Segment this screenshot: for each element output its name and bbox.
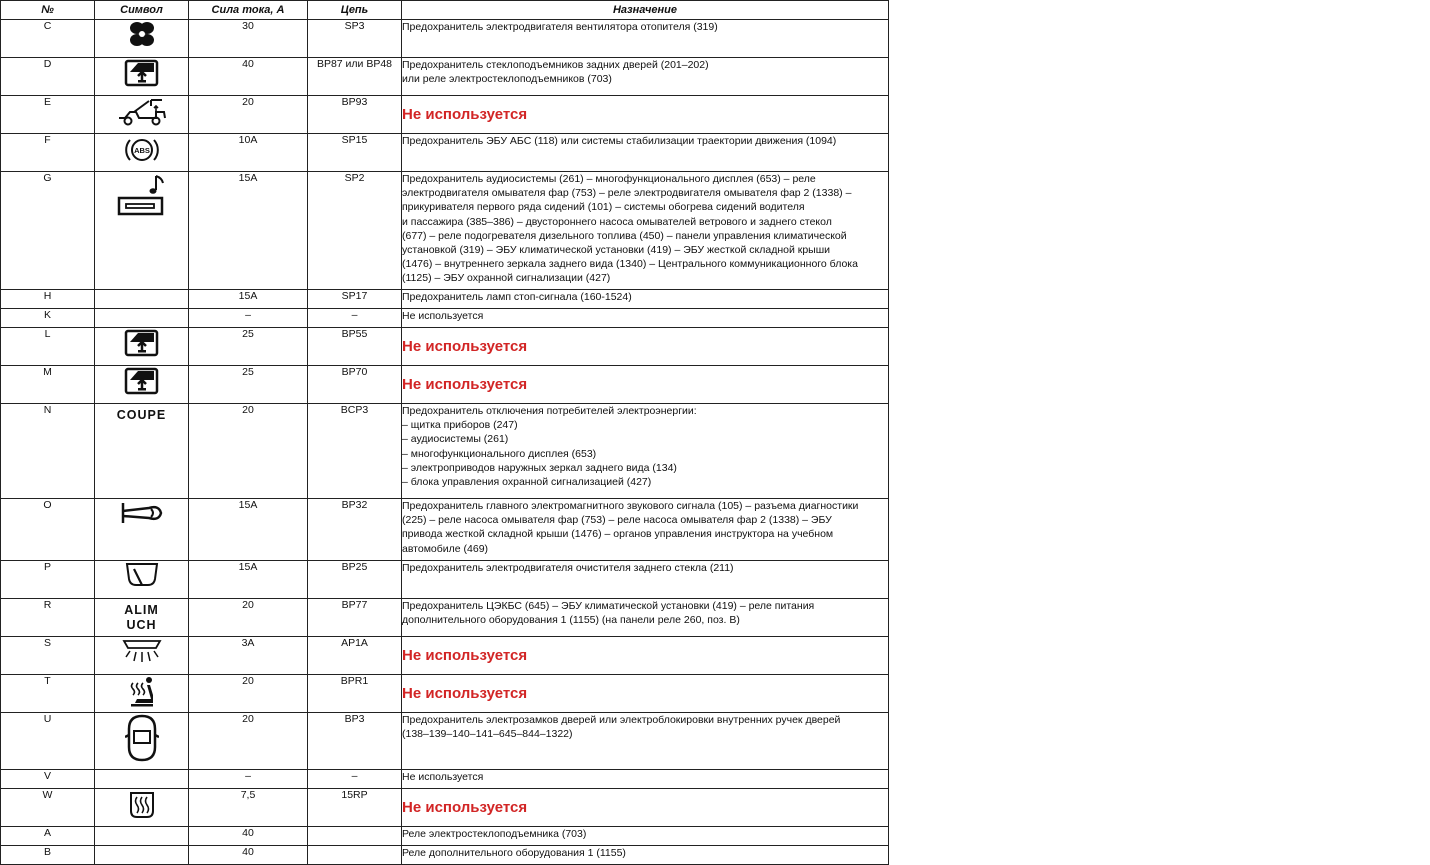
fuse-circuit: SP2 <box>308 172 402 290</box>
fuse-symbol <box>95 96 189 134</box>
fuse-current: – <box>189 770 308 789</box>
fuse-circuit: BP25 <box>308 561 402 599</box>
rear-wiper-icon <box>95 561 188 591</box>
table-row <box>1 309 889 328</box>
fuse-circuit: SP17 <box>308 290 402 309</box>
fuse-symbol <box>95 846 189 865</box>
unused-label: Не используется <box>402 106 528 123</box>
fuse-circuit: BP32 <box>308 499 402 561</box>
table-row <box>1 404 889 499</box>
fuse-purpose <box>402 96 889 134</box>
purpose-line: Предохранитель электродвигателя очистителя заднего стекла (211) <box>402 562 734 574</box>
purpose-line: Не используется <box>402 771 484 783</box>
fuse-purpose <box>402 713 889 770</box>
horn-icon <box>95 499 188 529</box>
symbol-label: COUPE <box>116 408 167 422</box>
table-row <box>1 366 889 404</box>
fuse-id: V <box>1 770 95 789</box>
purpose-line: прикуривателя первого ряда сидений (101) – системы обогрева сидений водителя <box>402 201 805 214</box>
fuse-circuit: – <box>308 309 402 328</box>
fuse-id: T <box>1 675 95 713</box>
fuse-current: 15A <box>189 499 308 561</box>
fuse-id: P <box>1 561 95 599</box>
fuse-current: 25 <box>189 366 308 404</box>
table-row <box>1 846 889 865</box>
abs-icon <box>95 134 188 166</box>
fuse-symbol <box>95 770 189 789</box>
purpose-line: – электроприводов наружных зеркал заднего вида (134) <box>402 461 677 474</box>
fuse-purpose <box>402 846 889 865</box>
fuse-circuit: AP1A <box>308 637 402 675</box>
fuse-current: 15A <box>189 290 308 309</box>
fuse-symbol <box>95 637 189 675</box>
purpose-line: Реле дополнительного оборудования 1 (1155) <box>402 847 626 859</box>
fuse-id: L <box>1 328 95 366</box>
fuse-current: 20 <box>189 599 308 637</box>
purpose-line: – блока управления охранной сигнализацией (427) <box>402 476 652 489</box>
fuse-current: 15A <box>189 172 308 290</box>
fuse-circuit <box>308 827 402 846</box>
fuse-symbol <box>95 134 189 172</box>
fuse-current: 20 <box>189 713 308 770</box>
fuse-symbol <box>95 172 189 290</box>
purpose-line: автомобиле (469) <box>402 542 489 555</box>
table-row <box>1 58 889 96</box>
fuse-purpose <box>402 637 889 675</box>
fuse-current: 20 <box>189 675 308 713</box>
fuse-symbol <box>95 789 189 827</box>
header-current: Сила тока, А <box>189 1 308 20</box>
purpose-line: установкой (319) – ЭБУ климатической установки (419) – ЭБУ жесткой складной крыши <box>402 244 831 257</box>
fuse-symbol <box>95 20 189 58</box>
fuse-circuit: BPR1 <box>308 675 402 713</box>
fuse-id: K <box>1 309 95 328</box>
purpose-line: Предохранитель отключения потребителей электроэнергии: <box>402 405 697 417</box>
fuse-purpose <box>402 561 889 599</box>
purpose-line: Предохранитель электрозамков дверей или электроблокировки внутренних ручек дверей <box>402 714 841 726</box>
fuse-circuit: 15RP <box>308 789 402 827</box>
door-lock-icon <box>95 713 188 763</box>
purpose-line: привода жесткой складной крыши (1476) – органов управления инструктора на учебном <box>402 528 834 541</box>
table-row <box>1 134 889 172</box>
table-row <box>1 713 889 770</box>
purpose-line: Предохранитель электродвигателя вентилятора отопителя (319) <box>402 21 718 33</box>
fuse-purpose <box>402 328 889 366</box>
fuse-current: 40 <box>189 58 308 96</box>
purpose-line: – щитка приборов (247) <box>402 419 518 432</box>
fuse-purpose <box>402 599 889 637</box>
fuse-id: G <box>1 172 95 290</box>
unused-label: Не используется <box>402 376 528 393</box>
header-symbol: Символ <box>95 1 189 20</box>
fuse-id: W <box>1 789 95 827</box>
purpose-line: Предохранитель ЭБУ АБС (118) или системы стабилизации траектории движения (1094) <box>402 135 837 147</box>
fuse-symbol <box>95 599 189 637</box>
fuse-id: O <box>1 499 95 561</box>
fuse-current: 3A <box>189 637 308 675</box>
fuse-symbol <box>95 290 189 309</box>
table-row <box>1 172 889 290</box>
fuse-id: H <box>1 290 95 309</box>
table-row <box>1 637 889 675</box>
window-lift-icon <box>95 58 188 88</box>
fuse-circuit: – <box>308 770 402 789</box>
purpose-line: или реле электростеклоподъемников (703) <box>402 73 612 86</box>
unused-label: Не используется <box>402 685 528 702</box>
fuse-symbol <box>95 713 189 770</box>
purpose-line: Предохранитель ЦЭКБС (645) – ЭБУ климатической установки (419) – реле питания <box>402 600 815 612</box>
fuse-current: 25 <box>189 328 308 366</box>
fuse-purpose <box>402 172 889 290</box>
window-lift-icon <box>95 366 188 396</box>
fuse-current: 7,5 <box>189 789 308 827</box>
fuse-purpose <box>402 675 889 713</box>
rear-defrost-icon <box>95 789 188 821</box>
fan-icon <box>95 20 188 48</box>
symbol-label: UCH <box>126 618 157 632</box>
fuse-circuit: BP77 <box>308 599 402 637</box>
fuse-symbol <box>95 499 189 561</box>
header-purpose: Назначение <box>402 1 889 20</box>
fuse-current: 40 <box>189 846 308 865</box>
fuse-current: 20 <box>189 404 308 499</box>
fuse-purpose <box>402 499 889 561</box>
table-row <box>1 827 889 846</box>
fuse-circuit: BCP3 <box>308 404 402 499</box>
fuse-purpose <box>402 404 889 499</box>
purpose-line: Предохранитель ламп стоп-сигнала (160-1524) <box>402 291 632 303</box>
fuse-symbol <box>95 561 189 599</box>
purpose-line: дополнительного оборудования 1 (1155) (на панели реле 260, поз. В) <box>402 614 740 627</box>
table-row <box>1 499 889 561</box>
fuse-circuit: SP15 <box>308 134 402 172</box>
purpose-line: электродвигателя омывателя фар (753) – реле электродвигателя омывателя фар 2 (1338) – <box>402 187 852 200</box>
purpose-line: Предохранитель аудиосистемы (261) – многофункционального дисплея (653) – реле <box>402 173 816 185</box>
fuse-purpose <box>402 134 889 172</box>
table-row <box>1 20 889 58</box>
fuse-symbol <box>95 309 189 328</box>
table-header-row <box>1 1 889 20</box>
fuse-current: 20 <box>189 96 308 134</box>
header-number: № <box>1 1 95 20</box>
table-row <box>1 599 889 637</box>
symbol-label: ALIM <box>124 603 159 617</box>
table-row <box>1 290 889 309</box>
fuse-current: 15A <box>189 561 308 599</box>
fuse-id: M <box>1 366 95 404</box>
fuse-symbol <box>95 328 189 366</box>
fuse-id: B <box>1 846 95 865</box>
purpose-line: – аудиосистемы (261) <box>402 433 509 446</box>
fuse-purpose <box>402 290 889 309</box>
fuse-id: A <box>1 827 95 846</box>
audio-icon <box>95 172 188 220</box>
fuse-circuit: SP3 <box>308 20 402 58</box>
fuse-circuit: BP70 <box>308 366 402 404</box>
fuse-id: N <box>1 404 95 499</box>
purpose-line: Предохранитель стеклоподъемников задних дверей (201–202) <box>402 59 709 71</box>
fuse-symbol <box>95 404 189 499</box>
fuse-symbol <box>95 675 189 713</box>
fuse-id: U <box>1 713 95 770</box>
purpose-line: (677) – реле подогревателя дизельного топлива (450) – панели управления климатической <box>402 229 847 242</box>
purpose-line: (1476) – внутреннего зеркала заднего вида (1340) – Центрального коммуникационного блока <box>402 258 858 271</box>
table-row <box>1 789 889 827</box>
fuse-purpose <box>402 20 889 58</box>
convertible-roof-icon <box>95 96 188 128</box>
fuse-id: R <box>1 599 95 637</box>
fuse-circuit: BP93 <box>308 96 402 134</box>
fuse-id: C <box>1 20 95 58</box>
fuse-circuit <box>308 846 402 865</box>
purpose-line: (225) – реле насоса омывателя фар (753) – реле насоса омывателя фар 2 (1338) – ЭБУ <box>402 514 832 527</box>
fuse-symbol <box>95 58 189 96</box>
fuse-symbol <box>95 366 189 404</box>
fuse-purpose <box>402 770 889 789</box>
fuse-id: D <box>1 58 95 96</box>
fuse-purpose <box>402 58 889 96</box>
fuse-circuit: BP3 <box>308 713 402 770</box>
table-row <box>1 328 889 366</box>
purpose-line: Не используется <box>402 310 484 322</box>
fuse-purpose <box>402 366 889 404</box>
purpose-line: и пассажира (385–386) – двустороннего насоса омывателей ветрового и заднего стекол <box>402 215 832 228</box>
fuse-purpose <box>402 309 889 328</box>
unused-label: Не используется <box>402 799 528 816</box>
table-row <box>1 675 889 713</box>
table-row <box>1 770 889 789</box>
fuse-symbol <box>95 827 189 846</box>
fuse-id: E <box>1 96 95 134</box>
table-row <box>1 561 889 599</box>
fuse-circuit: BP87 или BP48 <box>308 58 402 96</box>
fuse-id: F <box>1 134 95 172</box>
fuse-circuit: BP55 <box>308 328 402 366</box>
fuse-current: – <box>189 309 308 328</box>
fuse-current: 40 <box>189 827 308 846</box>
fuse-current: 30 <box>189 20 308 58</box>
header-circuit: Цепь <box>308 1 402 20</box>
fuse-id: S <box>1 637 95 675</box>
fuse-current: 10A <box>189 134 308 172</box>
interior-light-icon <box>95 637 188 667</box>
purpose-line: – многофункционального дисплея (653) <box>402 447 597 460</box>
heated-seat-icon <box>95 675 188 709</box>
table-row <box>1 96 889 134</box>
fuse-purpose <box>402 789 889 827</box>
purpose-line: (1125) – ЭБУ охранной сигнализации (427) <box>402 272 611 285</box>
purpose-line: Реле электростеклоподъемника (703) <box>402 828 587 840</box>
unused-label: Не используется <box>402 647 528 664</box>
window-lift-icon <box>95 328 188 358</box>
unused-label: Не используется <box>402 338 528 355</box>
fuse-purpose <box>402 827 889 846</box>
purpose-line: Предохранитель главного электромагнитного звукового сигнала (105) – разъема диагностики <box>402 500 859 512</box>
purpose-line: (138–139–140–141–645–844–1322) <box>402 728 573 741</box>
svg-text:ABS: ABS <box>133 146 150 155</box>
